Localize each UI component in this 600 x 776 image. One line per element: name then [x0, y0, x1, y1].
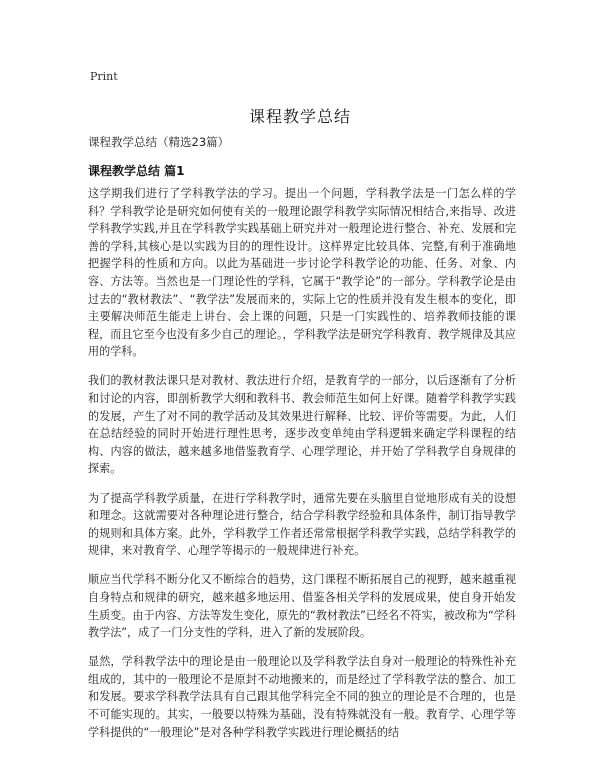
paragraph: 我们的教材教法课只是对教材、教法进行介绍，是教育学的一部分，以后逐渐有了分析和讨论的内容，即剖析教学大纲和教科书、教会师范生如何上好课。随着学科教学实践的发展，产生了对不同的教学活动及其效果进行解释、比较、评价等需要。为此，人们在总结经验的同时开始进行理性思考，逐步改变单纯由学科逻辑来确定学科课程的结构、内容的做法，越来越多地借鉴教育学、心理学理论，并开始了学科教学自身规律的探索。: [88, 374, 516, 476]
paragraph: 显然，学科教学法中的理论是由一般理论以及学科教学法自身对一般理论的特殊性补充组成的，其中的一般理论不是原封不动地搬来的，而是经过了学科教学法的整合、加工和发展。要求学科教学法具有自己跟其他学科完全不同的独立的理论是不合理的，也是不可能实现的。其实，一般要以特殊为基础，没有特殊就没有一般。教育学、心理学等学科提供的“一般理论”是对各种学科教学实践进行理论概括的结: [88, 655, 516, 739]
document-subtitle: 课程教学总结（精选23篇）: [88, 135, 230, 149]
paragraph: 这学期我们进行了学科教学法的学习。提出一个问题，学科教学法是一门怎么样的学科？学科教学论是研究如何使有关的一般理论跟学科教学实际情况相结合,来指导、改进学科教学实践,并且在学科教学实践基础上研究并对一般理论进行整合、补充、发展和完善的学科,其核心是以实践为目的的理性设计。这样界定比较具体、完整,有利于准确地把握学科的性质和方向。以此为基础进一步讨论学科教学论的功能、任务、对象、内容、方法等。当然也是一门理论性的学科，它属于“教学论”的一部分。学科教学论是由过去的“教材教法”、“教学法”发展而来的，实际上它的性质并没有发生根本的变化，即主要解决师范生能走上讲台、会上课的问题，只是一门实践性的、培养教师技能的课程，而且它至今也没有多少自己的理论。，学科教学法是研究学科教育、教学规律及其应用的学科。: [88, 187, 516, 359]
article-body: [88, 185, 516, 753]
section-heading: 课程教学总结 篇1: [88, 164, 185, 178]
paragraph: 顺应当代学科不断分化又不断综合的趋势，这门课程不断拓展自己的视野，越来越重视自身特点和规律的研究，越来越多地运用、借鉴各相关学科的发展成果，使自身开始发生质变。由于内容、方法等发生变化，原先的“教材教法”已经名不符实，被改称为“学科教学法”，成了一门分支性的学科，进入了新的发展阶段。: [88, 573, 516, 640]
paragraph: 为了提高学科教学质量，在进行学科教学时，通常先要在头脑里自觉地形成有关的设想和理念。这就需要对各种理论进行整合，结合学科教学经验和具体条件，制订指导教学的规则和具体方案。此外，学科教学工作者还常常根据学科教学实践，总结学科教学的规律，来对教育学、心理学等揭示的一般规律进行补充。: [88, 491, 516, 558]
print-link[interactable]: Print: [90, 70, 118, 83]
page-title: 课程教学总结: [248, 107, 351, 126]
